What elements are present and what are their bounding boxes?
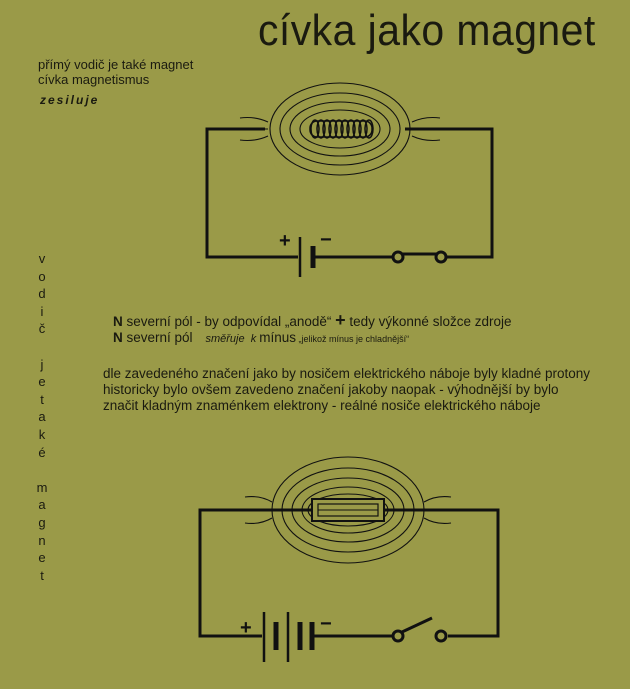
intro-line-3: zesiluje [40,93,100,107]
vertical-letter: e [38,374,46,390]
coil [310,120,373,138]
wire-right [405,129,492,257]
switch-contact [436,252,446,262]
direction-text: směřuje k [196,333,260,345]
plus-sign: + [335,310,346,330]
vertical-letter: a [38,409,46,425]
battery-plus-sign: + [240,617,252,639]
battery-plus-sign: + [279,230,291,252]
battery-minus-sign: − [320,229,332,251]
vertical-letter: d [38,286,46,302]
vertical-letter: k [38,426,46,442]
vertical-letter: i [40,303,44,319]
vertical-letter: č [38,321,46,337]
intro-line-2: cívka magnetismus [38,72,150,87]
switch-contact [393,631,403,641]
vertical-letter: v [38,251,46,266]
circuit-bottom [200,457,498,662]
switch-contact [393,252,403,262]
battery-minus-sign: − [320,613,332,635]
vertical-letter: t [40,391,44,407]
paragraph-line-3: značit kladným znaménkem elektrony - reálné nosiče elektrického náboje [103,398,541,413]
intro-line-1: přímý vodič je také magnet [38,57,194,72]
vertical-letter: a [38,497,46,513]
wire-right [384,510,498,636]
vertical-letter: t [40,567,44,583]
north-letter: N [113,330,123,345]
circuit-top [207,83,492,277]
vertical-letter: é [38,444,46,460]
paragraph-line-2: historicky bylo ovšem zavedeno značení jakoby naopak - výhodnější by bylo [103,382,559,397]
vertical-letter: o [38,268,46,284]
north-letter: N [113,314,123,329]
north-line-1-text-2: tedy výkonné složce zdroje [345,314,512,329]
coil [312,499,384,521]
minus-word: mínus [259,330,297,345]
north-line-2-text: severní pól [122,330,197,345]
vertical-letter: n [38,532,46,548]
north-line-1-text: severní pól - by odpovídal „anodě“ [122,314,336,329]
wire-left [200,510,312,636]
switch-contact [436,631,446,641]
page-title: cívka jako magnet [258,6,596,55]
vertical-letter: g [38,514,46,530]
paragraph-line-1: dle zavedeného značení jako by nosičem elektrického náboje byly kladné protony [103,366,591,381]
note-text: „jelikož mínus je chladnější“ [296,334,410,344]
switch-lever [402,618,432,632]
vertical-letter: m [36,479,48,495]
vertical-letter: e [38,550,46,566]
vertical-letter: j [40,356,44,372]
